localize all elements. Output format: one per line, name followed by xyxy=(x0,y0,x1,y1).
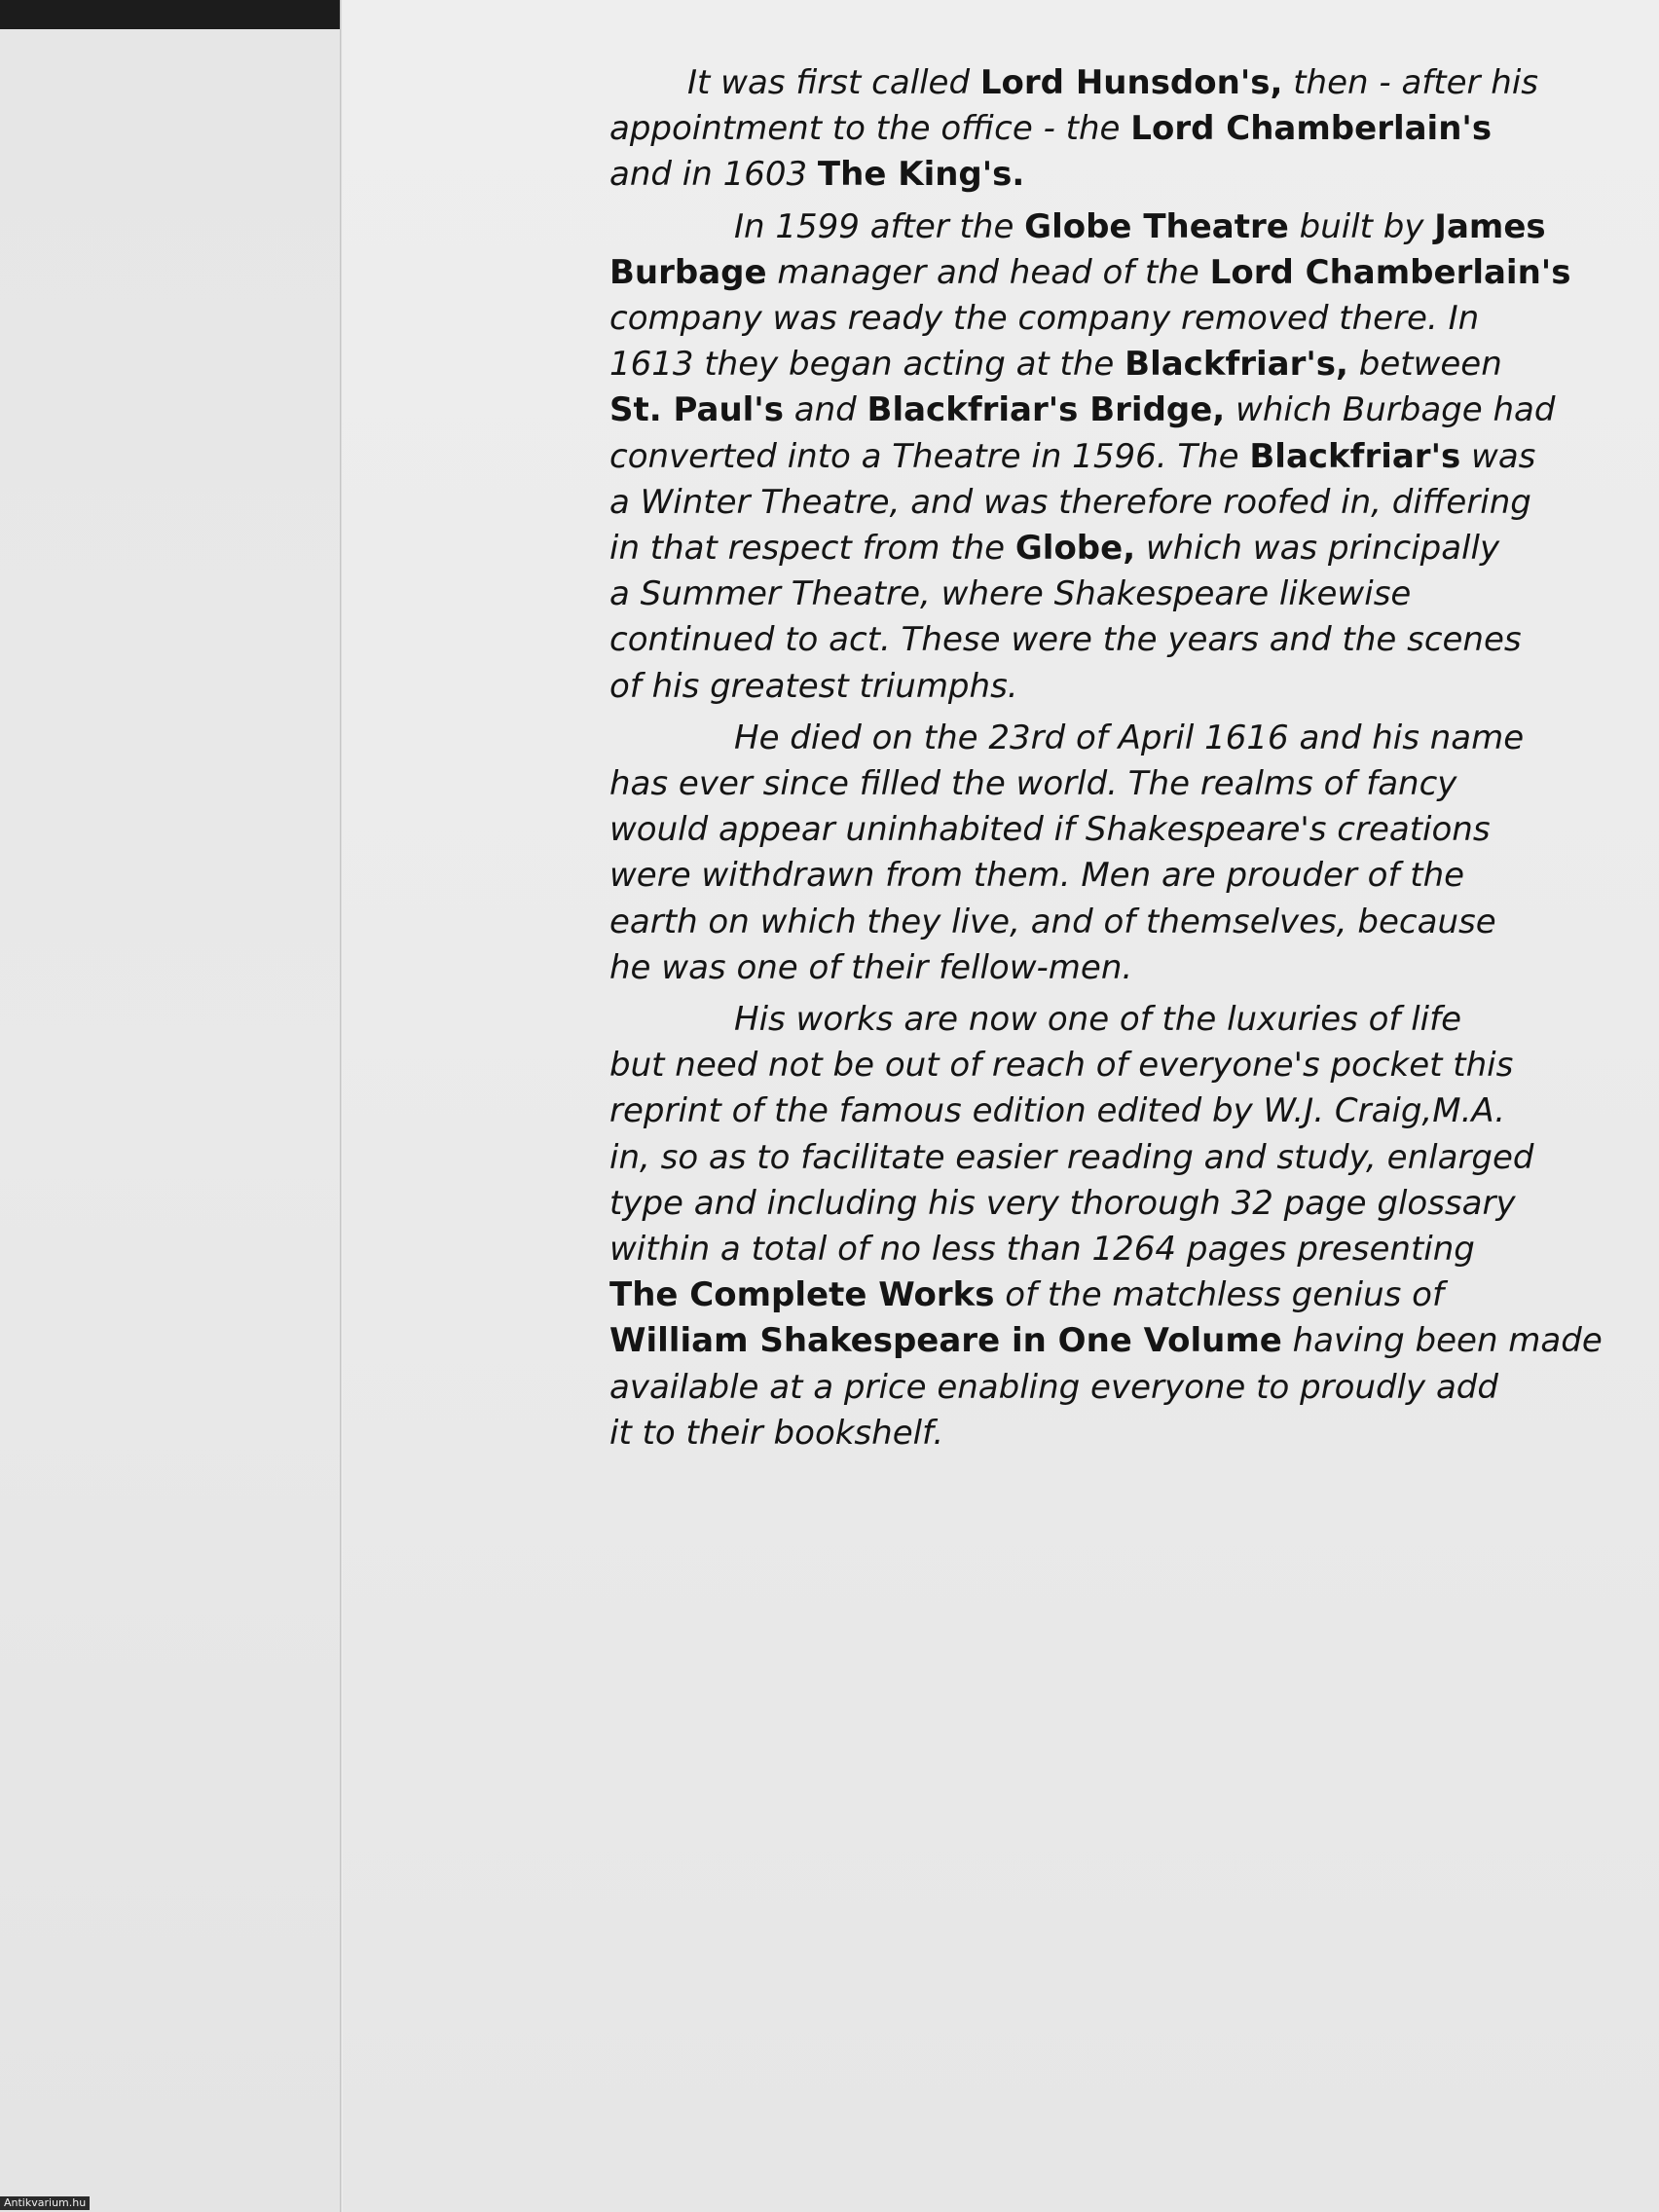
italic-text: it to their bookshelf. xyxy=(609,1413,944,1453)
text-line xyxy=(609,152,1603,198)
italic-text: were withdrawn from them. Men are prouder of the xyxy=(609,856,1465,896)
bold-text: William Shakespeare in One Volume xyxy=(609,1321,1282,1361)
italic-text: having been made xyxy=(1281,1321,1603,1361)
italic-text: earth on which they live, and of themselves, because xyxy=(609,902,1496,941)
paragraph xyxy=(609,716,1603,991)
italic-text: His works are now one of the luxuries of life xyxy=(734,1000,1461,1040)
bold-text: James xyxy=(1434,206,1546,246)
text-line xyxy=(609,571,1603,617)
italic-text: available at a price enabling everyone to proudly add xyxy=(609,1367,1498,1407)
text-line xyxy=(609,1272,1603,1318)
italic-text: reprint of the famous edition edited by W.J. Craig,M.A. xyxy=(609,1091,1506,1131)
italic-text: manager and head of the xyxy=(766,252,1210,292)
text-line xyxy=(609,1411,1603,1456)
body-text xyxy=(609,60,1603,1462)
italic-text: company was ready the company removed there. In xyxy=(609,299,1480,339)
italic-text: of his greatest triumphs. xyxy=(609,666,1018,706)
italic-text: continued to act. These were the years and the scenes xyxy=(609,620,1522,660)
text-line xyxy=(609,945,1603,991)
text-line xyxy=(609,761,1603,807)
italic-text: He died on the 23rd of April 1616 and his name xyxy=(734,718,1525,757)
watermark: Antikvarium.hu xyxy=(0,2196,90,2210)
italic-text: would appear uninhabited if Shakespeare's creations xyxy=(609,810,1491,850)
text-line xyxy=(609,106,1603,152)
bold-text: Blackfriar's, xyxy=(1124,345,1348,385)
paragraph xyxy=(609,204,1603,710)
text-line xyxy=(609,900,1603,945)
italic-text: converted into a Theatre in 1596. The xyxy=(609,436,1250,476)
italic-text: 1613 they began acting at the xyxy=(609,345,1125,385)
italic-text: but need not be out of reach of everyone's pocket this xyxy=(609,1046,1514,1086)
bold-text: Burbage xyxy=(609,252,767,292)
italic-text: type and including his very thorough 32 page glossary xyxy=(609,1183,1516,1223)
text-line xyxy=(609,1365,1603,1411)
italic-text: of the matchless genius of xyxy=(994,1275,1444,1315)
italic-text: then - after his xyxy=(1282,63,1538,102)
text-line xyxy=(609,296,1603,342)
italic-text: between xyxy=(1347,345,1502,385)
italic-text: and in 1603 xyxy=(609,155,818,195)
text-line xyxy=(609,1181,1603,1227)
text-line xyxy=(609,1318,1603,1364)
bold-text: Blackfriar's xyxy=(1249,436,1461,476)
bold-text: Lord Chamberlain's xyxy=(1130,109,1493,149)
paragraph xyxy=(609,997,1603,1456)
text-line xyxy=(609,342,1603,387)
text-line xyxy=(609,434,1603,480)
text-line xyxy=(609,60,1603,106)
bold-text: Globe Theatre xyxy=(1024,206,1289,246)
italic-text: was xyxy=(1460,436,1536,476)
bold-text: The King's. xyxy=(817,155,1025,195)
italic-text: In 1599 after the xyxy=(734,206,1025,246)
text-line xyxy=(609,997,1603,1043)
bold-text: Blackfriar's Bridge, xyxy=(866,390,1226,430)
italic-text: appointment to the office - the xyxy=(609,109,1131,149)
text-line xyxy=(609,480,1603,526)
text-line xyxy=(609,387,1603,433)
italic-text: in that respect from the xyxy=(609,529,1015,569)
text-line xyxy=(609,617,1603,663)
bold-text: St. Paul's xyxy=(609,390,784,430)
bold-text: Lord Chamberlain's xyxy=(1209,252,1571,292)
left-blank-page xyxy=(0,29,340,2212)
italic-text: It was first called xyxy=(687,63,980,102)
text-line xyxy=(609,1135,1603,1181)
text-line xyxy=(609,1227,1603,1272)
paragraph xyxy=(609,60,1603,199)
italic-text: has ever since filled the world. The realms of fancy xyxy=(609,764,1457,804)
italic-text: built by xyxy=(1288,206,1435,246)
top-dark-strip xyxy=(0,0,343,29)
text-line xyxy=(609,1043,1603,1088)
bold-text: The Complete Works xyxy=(609,1275,995,1315)
text-line xyxy=(609,807,1603,853)
text-line xyxy=(609,664,1603,710)
italic-text: within a total of no less than 1264 pages presenting xyxy=(609,1230,1475,1270)
italic-text: and xyxy=(783,390,867,430)
italic-text: a Winter Theatre, and was therefore roofed in, differing xyxy=(609,482,1531,522)
text-line xyxy=(609,250,1603,296)
italic-text: a Summer Theatre, where Shakespeare likewise xyxy=(609,574,1412,614)
text-line xyxy=(609,1088,1603,1134)
text-line xyxy=(609,853,1603,899)
bold-text: Globe, xyxy=(1014,529,1136,569)
text-line xyxy=(609,204,1603,250)
italic-text: which Burbage had xyxy=(1225,390,1556,430)
italic-text: he was one of their fellow-men. xyxy=(609,947,1133,987)
text-line xyxy=(609,716,1603,761)
text-line xyxy=(609,526,1603,571)
bold-text: Lord Hunsdon's, xyxy=(979,63,1283,102)
italic-text: in, so as to facilitate easier reading and study, enlarged xyxy=(609,1137,1534,1177)
italic-text: which was principally xyxy=(1135,529,1500,569)
